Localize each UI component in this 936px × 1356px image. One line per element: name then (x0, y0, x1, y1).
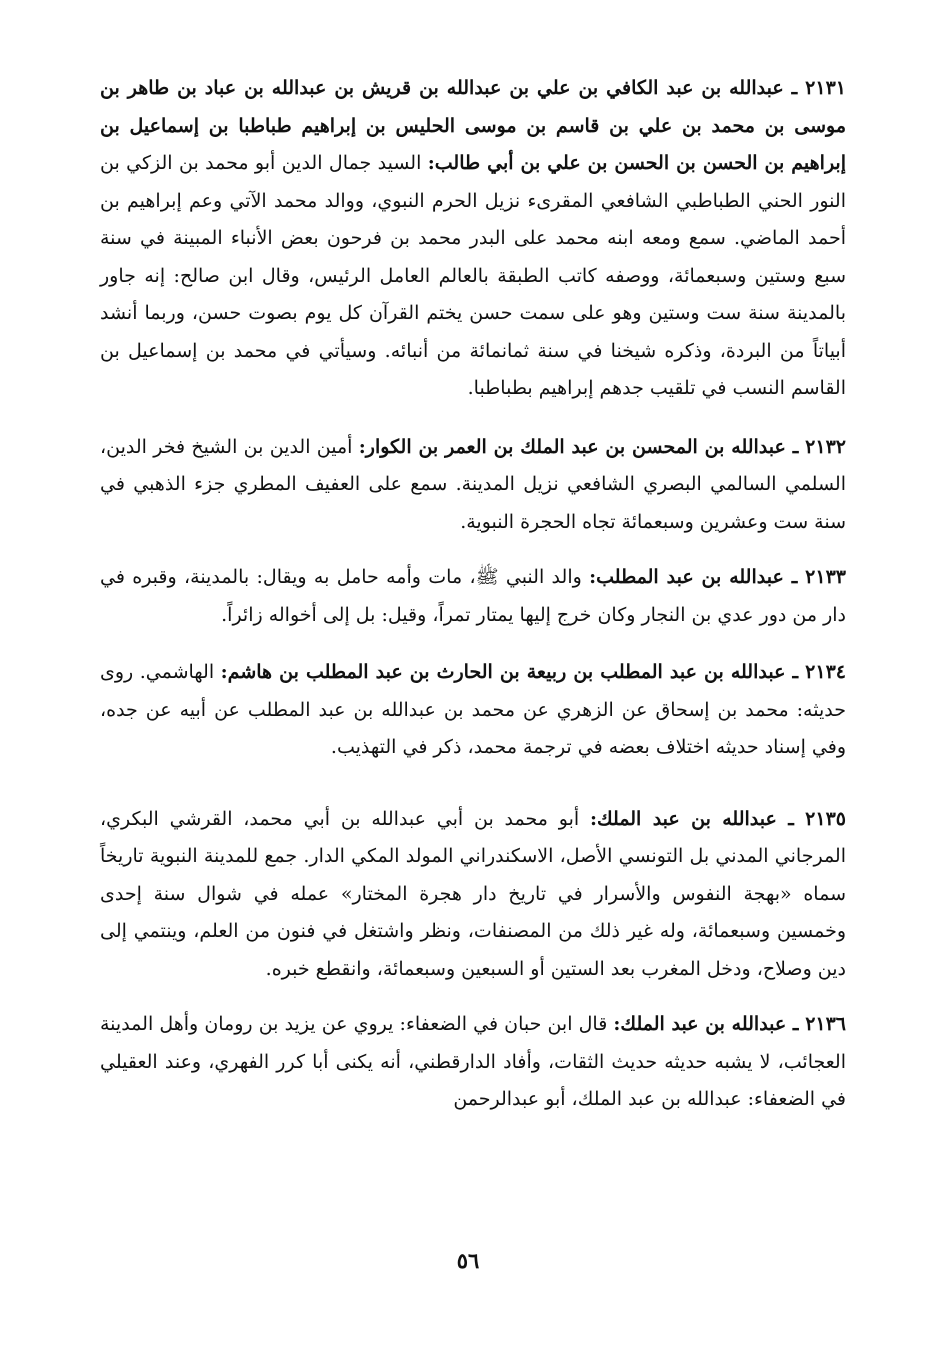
entry-2131 (100, 70, 846, 408)
entry-2136 (100, 1006, 846, 1119)
entry-2133 (100, 559, 846, 634)
entry-text: أمين الدين بن الشيخ فخر الدين، السلمي السالمي البصري الشافعي نزيل المدينة. سمع على العفيف المطري جزء الذهبي في سنة ست وعشرين وسبعمائة تجاه الحجرة النبوية. (100, 435, 846, 533)
entry-heading: ٢١٣٦ ـ عبدالله بن عبد الملك: (613, 1013, 847, 1035)
entry-heading: ٢١٣٥ ـ عبدالله بن عبد الملك: (589, 807, 846, 830)
entries-block (100, 70, 846, 1119)
entry-text: قال ابن حبان في الضعفاء: يروي عن يزيد بن رومان وأهل المدينة العجائب، لا يشبه حديثه حديث الثقات، وأفاد الدارقطني، أنه يكنى أبا كرر الفهري، وعند العقيلي في الضعفاء: عبدالله بن عبد الملك، أبو عبدالرحمن (100, 1013, 846, 1110)
entry-text: الهاشمي. روى حديثه: محمد بن إسحاق عن الزهري عن محمد بن عبدالله بن عبد المطلب عن أبيه عن جده، وفي إسناد حديثه اختلاف بعضه في ترجمة محمد، ذكر في التهذيب. (100, 661, 846, 758)
entry-text: والد النبي ﷺ، مات وأمه حامل به ويقال: بالمدينة، وقبره في دار من دور عدي بن النجار وكان خرج إليها يمتار تمراً، وقيل: بل إلى أخواله زائراً. (100, 566, 846, 626)
entry-2132 (100, 429, 846, 542)
entry-heading: ٢١٣٣ ـ عبدالله بن عبد المطلب: (589, 566, 846, 588)
entry-text: السيد جمال الدين أبو محمد بن الزكي بن النور الحني الطباطبي الشافعي المقرىء نزيل الحرم النبوي، ووالد محمد الآتي وعم إبراهيم بن أحمد الماضي. سمع ومعه ابنه محمد على البدر محمد بن فرحون بعض الأنباء المبينة في سنة سبع وستين وسبعمائة، ووصفه كاتب الطبقة بالعالم العامل الرئيس، وقال ابن صالح: إنه جاور بالمدينة سنة ست وستين وهو على سمت حسن يختم القرآن كل يوم بصوت حسن، وربما أنشد أبياتاً من البردة، وذكره شيخنا في سنة ثمانمائة من أنبائه. وسيأتي في محمد بن إسماعيل بن القاسم النسب في تلقيب جدهم إبراهيم بطباطبا. (100, 152, 846, 399)
entry-2135 (100, 801, 846, 989)
entry-heading: ٢١٣٢ ـ عبدالله بن المحسن بن عبد الملك بن العمر بن الكوار: (358, 435, 846, 458)
entry-2134 (100, 654, 846, 767)
page-number: ٥٦ (456, 1248, 480, 1273)
entry-text: أبو محمد بن أبي عبدالله بن أبي محمد، القرشي البكري، المرجاني المدني بل التونسي الأصل، الاسكندراني المولد المكي الدار. جمع للمدينة النبوية تاريخاً سماه «بهجة النفوس والأسرار في تاريخ دار هجرة المختار» عمله في شوال سنة إحدى وخمسين وسبعمائة، وله غير ذلك من المصنفات، ونظر واشتغل في فنون من العلم، وينتمي إلى دين وصلاح، ودخل المغرب بعد الستين أو السبعين وسبعمائة، وانقطع خبره. (100, 807, 846, 980)
entry-heading: ٢١٣٤ ـ عبدالله بن عبد المطلب بن ربيعة بن الحارث بن عبد المطلب بن هاشم: (220, 661, 846, 683)
entry-heading: ٢١٣١ ـ عبدالله بن عبد الكافي بن علي بن عبدالله بن قريش بن عبدالله بن عباد بن طاهر بن موسى بن محمد بن علي بن قاسم بن موسى الحليس بن إبراهيم طباطبا بن إسماعيل بن إبراهيم بن الحسن بن الحسن بن علي بن أبي طالب: (100, 77, 846, 174)
